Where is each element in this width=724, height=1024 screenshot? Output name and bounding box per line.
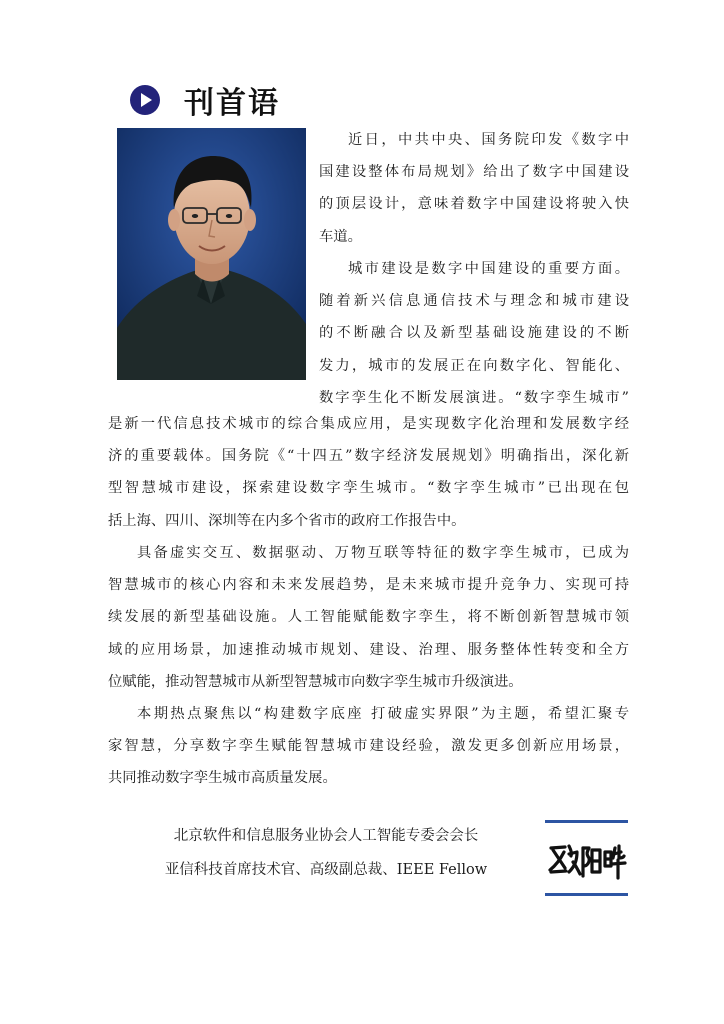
signature-rule-bottom	[545, 893, 628, 896]
paragraph-2-wrap	[319, 253, 629, 414]
page-title: 刊首语	[184, 86, 280, 121]
paragraph-line: 的顶层设计，意味着数字中国建设将驶入快	[319, 196, 629, 213]
paragraph-line: 本期热点聚焦以“构建数字底座 打破虚实界限”为主题，希望汇聚专	[137, 706, 629, 722]
paragraph-1	[319, 124, 629, 253]
paragraph-line: 是新一代信息技术城市的综合集成应用，是实现数字化治理和发展数字经	[108, 416, 629, 432]
paragraph-line: 国建设整体布局规划》给出了数字中国建设	[319, 164, 629, 181]
paragraph-line: 近日，中共中央、国务院印发《数字中	[348, 132, 629, 148]
paragraph-line: 家智慧，分享数字孪生赋能智慧城市建设经验，激发更多创新应用场景，	[108, 738, 629, 755]
paragraph-line: 型智慧城市建设，探索建设数字孪生城市。“数字孪生城市”已出现在包	[108, 480, 629, 497]
paragraph-4	[108, 698, 629, 795]
paragraph-line: 数字孪生化不断发展演进。“数字孪生城市”	[319, 389, 629, 406]
paragraph-line: 的不断融合以及新型基础设施建设的不断	[319, 325, 629, 342]
author-title-1: 北京软件和信息服务业协会人工智能专委会会长	[173, 828, 479, 844]
paragraph-line: 城市建设是数字中国建设的重要方面。	[348, 261, 629, 277]
section-header	[130, 78, 280, 122]
paragraph-line: 智慧城市的核心内容和未来发展趋势，是未来城市提升竞争力、实现可持	[108, 577, 629, 594]
signature-block	[545, 820, 628, 896]
paragraph-line: 括上海、四川、深圳等在内多个省市的政府工作报告中。	[108, 512, 466, 529]
author-title-2: 亚信科技首席技术官、高级副总裁、IEEE Fellow	[164, 862, 488, 878]
paragraph-2-full	[108, 408, 629, 537]
play-icon	[130, 85, 160, 115]
paragraph-line: 具备虚实交互、数据驱动、万物互联等特征的数字孪生城市，已成为	[137, 545, 629, 561]
paragraph-line: 域的应用场景，加速推动城市规划、建设、治理、服务整体性转变和全方	[108, 641, 629, 658]
paragraph-line: 位赋能，推动智慧城市从新型智慧城市向数字孪生城市升级演进。	[108, 673, 523, 690]
paragraph-line: 济的重要载体。国务院《“十四五”数字经济发展规划》明确指出，深化新	[108, 448, 629, 465]
paragraph-line: 共同推动数字孪生城市高质量发展。	[108, 770, 337, 787]
paragraph-line: 车道。	[319, 228, 362, 245]
paragraph-line: 发力，城市的发展正在向数字化、智能化、	[319, 357, 629, 374]
paragraph-line: 随着新兴信息通信技术与理念和城市建设	[319, 293, 629, 310]
paragraph-line: 续发展的新型基础设施。人工智能赋能数字孪生，将不断创新智慧城市领	[108, 609, 629, 626]
author-portrait	[117, 128, 306, 380]
paragraph-3	[108, 537, 629, 698]
signature-image	[545, 820, 628, 896]
